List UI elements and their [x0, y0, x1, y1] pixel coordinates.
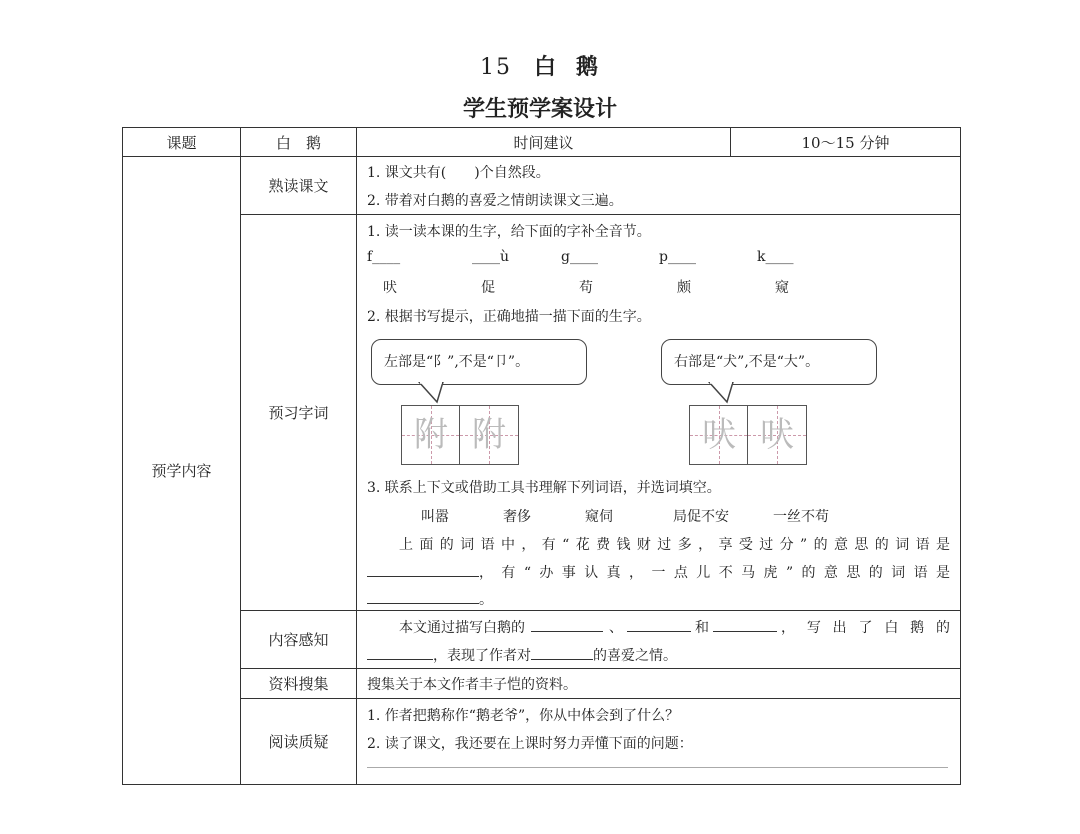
- material-label: 资料搜集: [241, 669, 357, 699]
- content-blank-4[interactable]: [367, 645, 433, 660]
- content-line-2: [367, 645, 677, 665]
- fill-line-2-row: [367, 562, 950, 582]
- preview-q1: 1. 读一读本课的生字，给下面的字补全音节。: [367, 224, 651, 240]
- content-cell: [357, 611, 961, 669]
- word-4: 局促不安: [673, 509, 729, 525]
- page-subtitle: 学生预学案设计: [462, 97, 617, 122]
- lesson-title-char2: 鹅: [576, 54, 601, 80]
- hint-right-text: 右部是“犬”,不是“大”。: [674, 354, 820, 370]
- fill-line-3: [367, 589, 493, 609]
- preview-label: 预习字词: [241, 215, 357, 611]
- content-blank-3[interactable]: [713, 617, 777, 632]
- question-cell: [357, 699, 961, 785]
- hint-bubble-right: [661, 339, 877, 385]
- char-3: 苟: [579, 280, 593, 296]
- trace-char[interactable]: 吠: [702, 415, 736, 455]
- content-part4: 的喜爱之情。: [593, 648, 677, 664]
- word-1: 叫嚣: [421, 509, 449, 525]
- char-4: 颇: [677, 280, 691, 296]
- read-q1: 1. 课文共有( )个自然段。: [367, 165, 550, 181]
- content-part2: ，写出了白鹅的: [781, 620, 950, 636]
- content-line-1: [399, 617, 950, 637]
- trace-char[interactable]: 吠: [760, 415, 794, 455]
- char-5: 窥: [775, 280, 789, 296]
- pinyin-4: p____: [659, 249, 696, 265]
- pinyin-2: ____ù: [472, 249, 510, 265]
- hint-left-text: 左部是“阝”,不是“卩”。: [384, 354, 530, 370]
- lesson-title: [0, 50, 1080, 81]
- time-value: 10～15 分钟: [731, 128, 961, 157]
- topic-value: 白 鹅: [241, 128, 357, 157]
- left-section-label: 预学内容: [123, 157, 241, 785]
- word-5: 一丝不苟: [773, 509, 829, 525]
- content-part1: 本文通过描写白鹅的: [399, 620, 525, 636]
- content-blank-1[interactable]: [531, 617, 603, 632]
- word-3: 窥伺: [585, 509, 613, 525]
- preview-q3: 3. 联系上下文或借助工具书理解下列词语，并选词填空。: [367, 480, 721, 496]
- lesson-title-char1: 白: [533, 54, 558, 80]
- fill-blank-2[interactable]: [367, 589, 479, 604]
- read-q2: 2. 带着对白鹅的喜爱之情朗读课文三遍。: [367, 193, 623, 209]
- read-cell: [357, 157, 961, 215]
- trace-grid-left: [401, 405, 519, 465]
- preview-cell: [357, 215, 961, 611]
- bubble-tail-right: [707, 382, 737, 404]
- trace-char[interactable]: 附: [472, 415, 506, 455]
- question-q2: 2. 读了课文，我还要在上课时努力弄懂下面的问题：: [367, 736, 693, 752]
- pinyin-5: k____: [757, 249, 794, 265]
- time-label: 时间建议: [357, 128, 731, 157]
- fill-end: 。: [479, 592, 493, 608]
- pinyin-3: g____: [561, 249, 598, 265]
- trace-grid-right: [689, 405, 807, 465]
- content-sep1: 、: [609, 620, 623, 636]
- content-part3: ，表现了作者对: [433, 648, 531, 664]
- fill-line-1: 上面的词语中，有“花费钱财过多，享受过分”的意思的词语是: [399, 537, 950, 553]
- content-label: 内容感知: [241, 611, 357, 669]
- worksheet-table: [122, 127, 961, 785]
- char-1: 吠: [383, 280, 397, 296]
- lesson-number: 15: [479, 55, 512, 80]
- read-label: 熟读课文: [241, 157, 357, 215]
- question-label: 阅读质疑: [241, 699, 357, 785]
- fill-line-2: ，有“办事认真，一点儿不马虎”的意思的词语是: [479, 565, 950, 581]
- content-blank-2[interactable]: [627, 617, 691, 632]
- topic-label: 课题: [123, 128, 241, 157]
- question-q1: 1. 作者把鹅称作“鹅老爷”，你从中体会到了什么？: [367, 708, 680, 724]
- char-2: 促: [481, 280, 495, 296]
- trace-char[interactable]: 附: [414, 415, 448, 455]
- preview-q2: 2. 根据书写提示，正确地描一描下面的生字。: [367, 309, 651, 325]
- hint-bubble-left: [371, 339, 587, 385]
- fill-blank-1[interactable]: [367, 562, 479, 577]
- bubble-tail-left: [417, 382, 447, 404]
- word-2: 奢侈: [503, 509, 531, 525]
- answer-line[interactable]: [367, 767, 948, 768]
- content-sep2: 和: [695, 620, 709, 636]
- material-text: 搜集关于本文作者丰子恺的资料。: [357, 669, 961, 699]
- pinyin-1: f____: [367, 249, 401, 265]
- content-blank-5[interactable]: [531, 645, 593, 660]
